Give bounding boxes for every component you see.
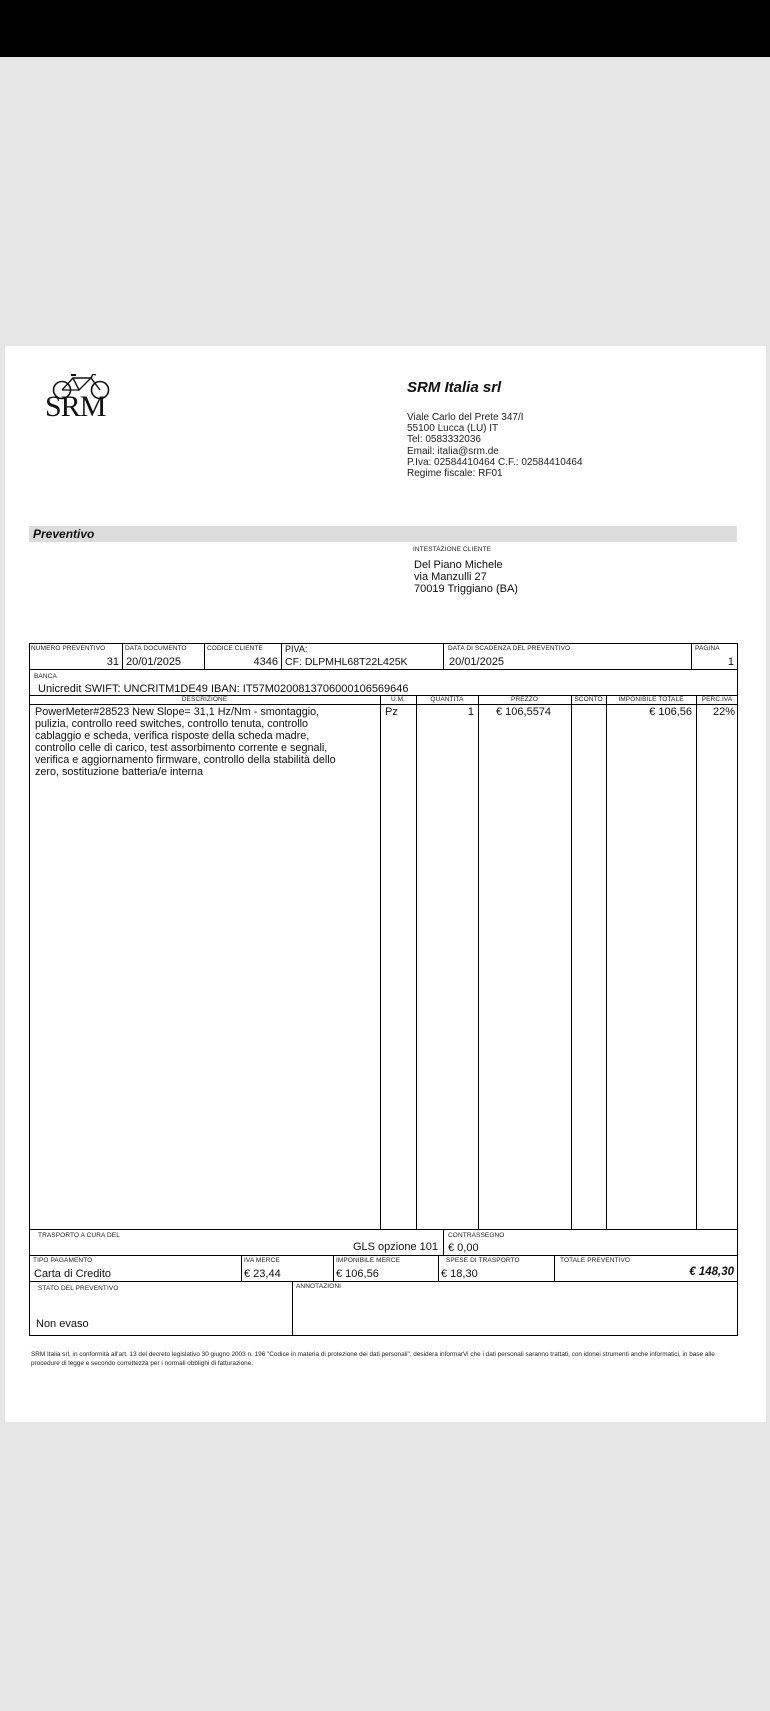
col-quantita: QUANTITA <box>430 696 464 703</box>
item-um: Pz <box>385 706 398 718</box>
data-value: 20/01/2025 <box>126 656 182 668</box>
tipo-pagamento-label: TIPO PAGAMENTO <box>33 1257 93 1264</box>
trasporto-label: TRASPORTO A CURA DEL <box>38 1232 120 1239</box>
iva-merce-label: IVA MERCE <box>244 1257 280 1264</box>
numero-value: 31 <box>106 656 119 668</box>
col-perciva: PERC.IVA <box>701 696 733 703</box>
spese-trasporto-label: SPESE DI TRASPORTO <box>446 1257 520 1264</box>
stato-label: STATO DEL PREVENTIVO <box>38 1285 119 1292</box>
item-perciva: 22% <box>712 706 735 718</box>
client-city: 70019 Triggiano (BA) <box>414 583 518 595</box>
codice-label: CODICE CLIENTE <box>207 645 263 652</box>
cf-value: CF: DLPMHL68T22L425K <box>285 656 408 668</box>
scadenza-value: 20/01/2025 <box>449 656 505 668</box>
stato-value: Non evaso <box>36 1318 89 1330</box>
privacy-footer: SRM Italia srl, in conformità all'art. 13 del decreto legislativo 30 giugno 2003 n. 196 "Codice in materia di protezione dei dati personali", desidera informarVi che i dati personali saranno trattati, con idonei strumenti anche informatici, in base alle procedure di legge e secondo correttezza per i normali obblighi di fatturazione. <box>31 1351 715 1367</box>
company-name: SRM Italia srl <box>407 379 502 396</box>
codice-value: 4346 <box>253 656 278 668</box>
item-description-line: controllo celle di carico, test assorbimento corrente e segnali, <box>35 742 328 755</box>
company-vat: P.Iva: 02584410464 C.F.: 02584410464 <box>407 456 583 468</box>
client-caption: INTESTAZIONE CLIENTE <box>413 546 492 553</box>
col-prezzo: PREZZO <box>511 696 538 703</box>
iva-merce-value: € 23,44 <box>244 1268 281 1280</box>
client-street: via Manzulli 27 <box>414 571 487 583</box>
stato-row <box>29 1281 738 1336</box>
company-tax-regime: Regime fiscale: RF01 <box>407 468 503 480</box>
trasporto-value: GLS opzione 101 <box>352 1241 438 1253</box>
item-prezzo: € 106,5574 <box>496 706 552 718</box>
col-um: U.M. <box>390 696 406 703</box>
company-address-line: Viale Carlo del Prete 347/I <box>407 412 524 423</box>
pagina-label: PAGINA <box>695 645 720 652</box>
pagina-value: 1 <box>727 656 734 668</box>
spese-trasporto-value: € 18,30 <box>441 1268 478 1280</box>
bank-label: BANCA <box>34 673 57 680</box>
company-email: Email: italia@srm.de <box>407 445 499 457</box>
item-description <box>35 706 336 779</box>
company-address-line: 55100 Lucca (LU) IT <box>407 423 499 435</box>
document-title: Preventivo <box>33 527 95 541</box>
col-descrizione: DESCRIZIONE <box>181 696 228 703</box>
tipo-pagamento-value: Carta di Credito <box>34 1268 112 1280</box>
totale-value: € 148,30 <box>689 1266 734 1278</box>
data-label: DATA DOCUMENTO <box>125 645 187 652</box>
company-phone: Tel: 0583332036 <box>407 434 481 446</box>
numero-label: NUMERO PREVENTIVO <box>31 645 106 652</box>
scadenza-label: DATA DI SCADENZA DEL PREVENTIVO <box>448 645 571 652</box>
client-name: Del Piano Michele <box>414 559 503 571</box>
imponibile-merce-value: € 106,56 <box>336 1268 379 1280</box>
company-address <box>407 412 583 479</box>
bank-value: Unicredit SWIFT: UNCRITM1DE49 IBAN: IT57M0200813706000106569646 <box>38 683 409 695</box>
item-description-line: verifica e aggiornamento firmware, controllo della stabilità dello <box>35 754 336 767</box>
item-description-line: cablaggio e scheda, verifica risposte della scheda madre, <box>35 730 310 743</box>
imponibile-merce-label: IMPONIBILE MERCE <box>336 1257 401 1264</box>
annotazioni-label: ANNOTAZIONI <box>296 1283 342 1290</box>
col-imponibile: IMPONIBILE TOTALE <box>618 696 684 703</box>
logo-wordmark: SRM <box>45 390 106 423</box>
item-description-line: pulizia, controllo reed switches, controllo tenuta, controllo <box>35 718 309 731</box>
client-address <box>414 559 518 595</box>
document-page <box>5 346 766 1422</box>
item-description-line: zero, sostituzione batteria/e interna <box>35 766 204 779</box>
item-description-line: PowerMeter#28523 New Slope= 31,1 Hz/Nm - smontaggio, <box>35 706 320 718</box>
contrassegno-label: CONTRASSEGNO <box>448 1232 505 1239</box>
srm-logo <box>41 374 131 426</box>
item-quantita: 1 <box>467 706 474 718</box>
top-black-bar <box>0 0 770 57</box>
contrassegno-value: € 0,00 <box>448 1242 479 1254</box>
document-title-bar <box>29 526 737 542</box>
item-imponibile: € 106,56 <box>649 706 692 718</box>
col-sconto: SCONTO <box>574 696 603 703</box>
totale-label: TOTALE PREVENTIVO <box>560 1257 631 1264</box>
piva-label: PIVA: <box>285 644 308 654</box>
